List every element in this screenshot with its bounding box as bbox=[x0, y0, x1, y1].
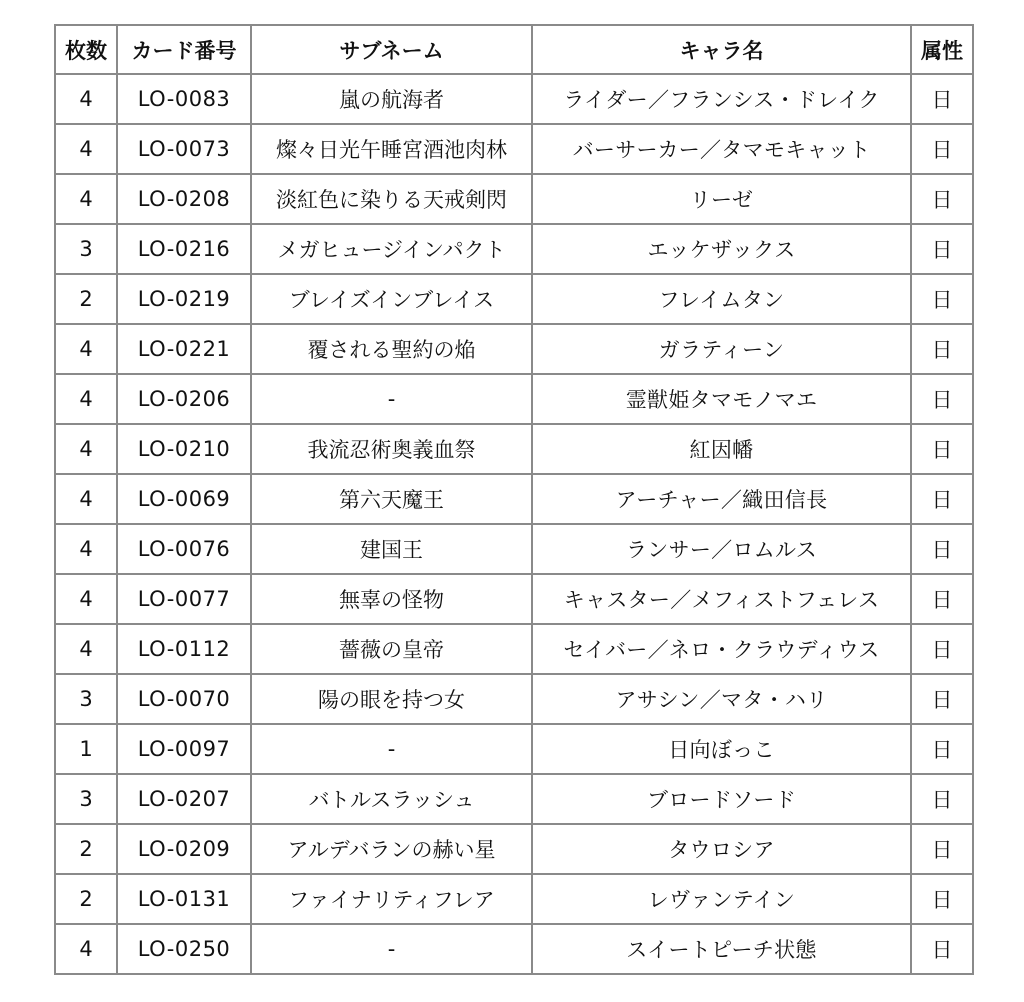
card-subname: ファイナリティフレア bbox=[251, 874, 532, 924]
table-row bbox=[55, 924, 973, 974]
card-number: LO-0073 bbox=[117, 124, 251, 174]
card-attribute: 日 bbox=[911, 374, 973, 424]
character-name: 霊獣姫タマモノマエ bbox=[532, 374, 911, 424]
card-number: LO-0210 bbox=[117, 424, 251, 474]
card-count: 4 bbox=[55, 124, 117, 174]
header-attribute: 属性 bbox=[911, 25, 973, 74]
card-count: 4 bbox=[55, 524, 117, 574]
character-name: 紅因幡 bbox=[532, 424, 911, 474]
character-name: スイートピーチ状態 bbox=[532, 924, 911, 974]
card-subname: 第六天魔王 bbox=[251, 474, 532, 524]
card-count: 1 bbox=[55, 724, 117, 774]
card-attribute: 日 bbox=[911, 824, 973, 874]
card-subname: 燦々日光午睡宮酒池肉林 bbox=[251, 124, 532, 174]
card-number: LO-0097 bbox=[117, 724, 251, 774]
card-attribute: 日 bbox=[911, 324, 973, 374]
card-list-table bbox=[54, 24, 974, 975]
card-number: LO-0221 bbox=[117, 324, 251, 374]
card-attribute: 日 bbox=[911, 874, 973, 924]
character-name: バーサーカー／タマモキャット bbox=[532, 124, 911, 174]
card-attribute: 日 bbox=[911, 624, 973, 674]
card-subname: - bbox=[251, 724, 532, 774]
table-row bbox=[55, 374, 973, 424]
card-subname: 陽の眼を持つ女 bbox=[251, 674, 532, 724]
header-character-name: キャラ名 bbox=[532, 25, 911, 74]
character-name: ブロードソード bbox=[532, 774, 911, 824]
card-count: 4 bbox=[55, 474, 117, 524]
card-count: 4 bbox=[55, 624, 117, 674]
card-count: 4 bbox=[55, 424, 117, 474]
character-name: 日向ぼっこ bbox=[532, 724, 911, 774]
card-attribute: 日 bbox=[911, 474, 973, 524]
card-subname: 薔薇の皇帝 bbox=[251, 624, 532, 674]
table-row bbox=[55, 824, 973, 874]
card-number: LO-0208 bbox=[117, 174, 251, 224]
table-row bbox=[55, 424, 973, 474]
card-count: 4 bbox=[55, 374, 117, 424]
card-attribute: 日 bbox=[911, 674, 973, 724]
card-number: LO-0083 bbox=[117, 74, 251, 124]
card-attribute: 日 bbox=[911, 224, 973, 274]
character-name: タウロシア bbox=[532, 824, 911, 874]
table-row bbox=[55, 74, 973, 124]
card-subname: 我流忍術奥義血祭 bbox=[251, 424, 532, 474]
table-row bbox=[55, 324, 973, 374]
card-number: LO-0209 bbox=[117, 824, 251, 874]
table-row bbox=[55, 174, 973, 224]
card-attribute: 日 bbox=[911, 124, 973, 174]
card-count: 4 bbox=[55, 74, 117, 124]
table-row bbox=[55, 774, 973, 824]
card-count: 4 bbox=[55, 174, 117, 224]
card-attribute: 日 bbox=[911, 574, 973, 624]
card-subname: - bbox=[251, 924, 532, 974]
character-name: ガラティーン bbox=[532, 324, 911, 374]
table-row bbox=[55, 124, 973, 174]
card-count: 3 bbox=[55, 674, 117, 724]
card-attribute: 日 bbox=[911, 74, 973, 124]
card-subname: 無辜の怪物 bbox=[251, 574, 532, 624]
card-count: 4 bbox=[55, 924, 117, 974]
character-name: エッケザックス bbox=[532, 224, 911, 274]
card-subname: ブレイズインブレイス bbox=[251, 274, 532, 324]
character-name: ライダー／フランシス・ドレイク bbox=[532, 74, 911, 124]
header-row bbox=[55, 25, 973, 74]
card-number: LO-0131 bbox=[117, 874, 251, 924]
table-row bbox=[55, 524, 973, 574]
card-count: 3 bbox=[55, 774, 117, 824]
table-row bbox=[55, 574, 973, 624]
table-row bbox=[55, 724, 973, 774]
character-name: キャスター／メフィストフェレス bbox=[532, 574, 911, 624]
character-name: アーチャー／織田信長 bbox=[532, 474, 911, 524]
table-row bbox=[55, 224, 973, 274]
card-count: 4 bbox=[55, 324, 117, 374]
card-count: 3 bbox=[55, 224, 117, 274]
card-count: 2 bbox=[55, 274, 117, 324]
card-subname: 嵐の航海者 bbox=[251, 74, 532, 124]
table-row bbox=[55, 274, 973, 324]
card-number: LO-0112 bbox=[117, 624, 251, 674]
card-list-sheet bbox=[54, 24, 974, 975]
table-row bbox=[55, 624, 973, 674]
table-row bbox=[55, 474, 973, 524]
card-number: LO-0206 bbox=[117, 374, 251, 424]
card-subname: アルデバランの赫い星 bbox=[251, 824, 532, 874]
table-row bbox=[55, 674, 973, 724]
card-attribute: 日 bbox=[911, 174, 973, 224]
card-attribute: 日 bbox=[911, 524, 973, 574]
card-number: LO-0207 bbox=[117, 774, 251, 824]
card-count: 2 bbox=[55, 874, 117, 924]
card-attribute: 日 bbox=[911, 424, 973, 474]
card-number: LO-0219 bbox=[117, 274, 251, 324]
character-name: リーゼ bbox=[532, 174, 911, 224]
table-row bbox=[55, 874, 973, 924]
card-number: LO-0070 bbox=[117, 674, 251, 724]
character-name: フレイムタン bbox=[532, 274, 911, 324]
card-number: LO-0069 bbox=[117, 474, 251, 524]
card-subname: 建国王 bbox=[251, 524, 532, 574]
card-count: 2 bbox=[55, 824, 117, 874]
card-subname: 覆される聖約の焔 bbox=[251, 324, 532, 374]
card-count: 4 bbox=[55, 574, 117, 624]
character-name: セイバー／ネロ・クラウディウス bbox=[532, 624, 911, 674]
header-subname: サブネーム bbox=[251, 25, 532, 74]
card-subname: 淡紅色に染りる天戒剣閃 bbox=[251, 174, 532, 224]
card-subname: メガヒュージインパクト bbox=[251, 224, 532, 274]
card-attribute: 日 bbox=[911, 274, 973, 324]
card-subname: - bbox=[251, 374, 532, 424]
character-name: ランサー／ロムルス bbox=[532, 524, 911, 574]
card-number: LO-0077 bbox=[117, 574, 251, 624]
character-name: アサシン／マタ・ハリ bbox=[532, 674, 911, 724]
header-count: 枚数 bbox=[55, 25, 117, 74]
card-attribute: 日 bbox=[911, 724, 973, 774]
card-subname: バトルスラッシュ bbox=[251, 774, 532, 824]
character-name: レヴァンテイン bbox=[532, 874, 911, 924]
card-number: LO-0076 bbox=[117, 524, 251, 574]
card-number: LO-0250 bbox=[117, 924, 251, 974]
card-attribute: 日 bbox=[911, 924, 973, 974]
card-attribute: 日 bbox=[911, 774, 973, 824]
header-card-number: カード番号 bbox=[117, 25, 251, 74]
card-rows bbox=[55, 74, 973, 974]
card-number: LO-0216 bbox=[117, 224, 251, 274]
